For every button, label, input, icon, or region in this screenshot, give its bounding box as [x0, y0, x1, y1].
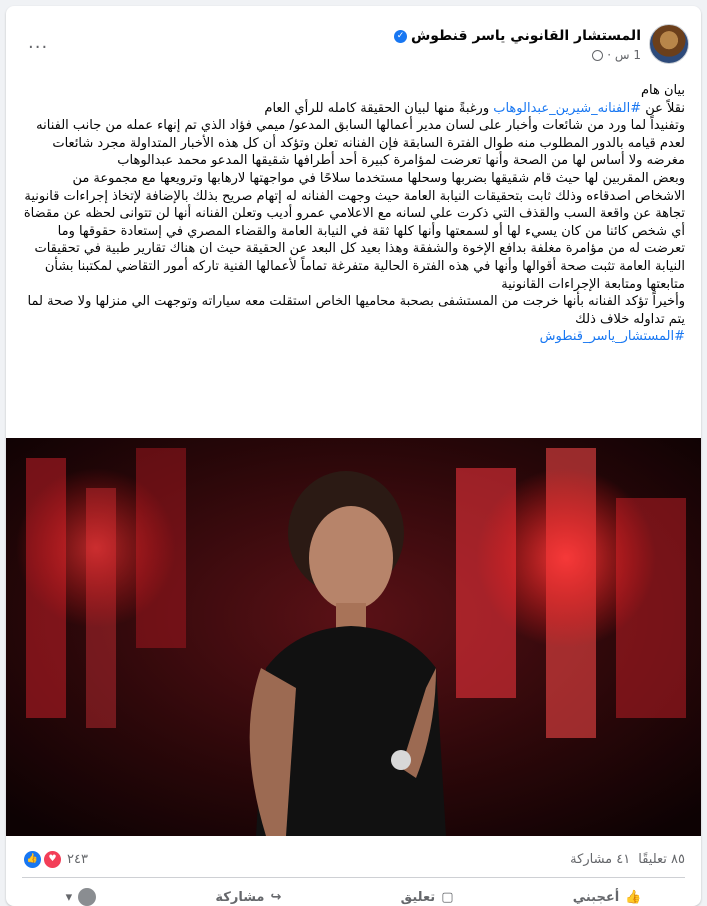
comment-icon: ▢ [441, 889, 454, 905]
post-paragraph: وبعض المقربين لها حيث قام شقيقها بضربها وسحلها مستخدما سلاحًا في مواجهتها لارهابها وترويعها مع مجموعة من الاشخاص اصدقاءه وذلك ثابت بتحقيقات النيابة العامة حيث وجهت الفنانه له إتهام صريح بذلك بالإضافة لإتخاذ إجراءات قانونية تجاهة عن واقعة السب والقذف التي ذكرت علي لسانه مع الاعلامي عمرو أديب وتعلن الفنانه أنها لن تتوانى لحظه عن مقضاة أي شخص كائنا من كان يسيء لها أو لسمعتها وأنها كلها ثقة في النيابة العامة والقضاء المصري في إستعادة حقوقها وما تعرضت له من مؤامرة مغلفة بدافع الإخوة والشفقة وهذا بعيد كل البعد عن الحقيقة حيث ان هناك تقارير طبية في تحقيقات النيابة العامة تثبت صحة أقوالها وأنها في هذه الفترة الحالية متفرغة تماماً لأعمالها الفنية تاركه أمور التقاضي لمكتبنا بشأن متابعتها ومتابعة الإجراءات القانونية [23, 170, 685, 292]
post-title: بيان هام [640, 83, 685, 98]
more-options-button[interactable]: ... [28, 32, 49, 53]
engagement-counts [570, 852, 685, 867]
post-paragraph: وأخيراً تؤكد الفنانه بأنها خرجت من المستشفى بصحبة محاميها الخاص استقلت معه سياراته وتوجهت الي منزلها ولا صحة لما يتم تداوله خلاف ذلك [27, 294, 685, 327]
post-actions [6, 882, 701, 906]
like-icon: 👍 [22, 849, 43, 870]
post-photo[interactable] [6, 438, 701, 836]
author-row [394, 28, 641, 44]
post-time[interactable]: 1 س · [607, 48, 641, 62]
like-button[interactable]: 👍 أعجبني [572, 889, 642, 905]
globe-icon [592, 50, 603, 61]
reactions-summary[interactable] [22, 849, 88, 870]
post-paragraph: وتفنيداً لما ورد من شائعات وأخبار على لسان مدير أعمالها السابق المدعو/ ميمي فؤاد الذي تم إنهاء عمله من جانب الفنانه لعدم قيامه بالدور المطلوب منه طوال الفترة السابقة فإن الفنانه تعلن وتؤكد أن كل هذه الأخبار المتداولة مجرد شائعات مغرضه ولا أساس لها من الصحة وأنها تعرضت لمؤامرة كبيرة أحد أطرافها شقيقها المدعو محمد عبدالوهاب [36, 118, 685, 169]
author-avatar[interactable] [649, 24, 689, 64]
post-text [6, 70, 701, 412]
reactions-count: ٢٤٣ [67, 851, 88, 867]
hashtag-link[interactable]: #المستشار_ياسر_قنطوش [539, 329, 685, 345]
author-name[interactable]: المستشار القانوني ياسر قنطوش [410, 28, 641, 44]
comments-count[interactable]: ٨٥ تعليقًا [638, 851, 685, 867]
post-stats [6, 844, 701, 874]
divider [22, 877, 685, 878]
share-button[interactable]: ↪ مشاركة [215, 889, 282, 905]
like-icon: 👍 [625, 889, 642, 905]
shares-count[interactable]: ٤١ مشاركة [570, 851, 631, 867]
post-header [6, 6, 701, 70]
share-icon: ↪ [270, 889, 282, 905]
love-icon: ♥ [42, 849, 63, 870]
concert-photo [6, 438, 701, 836]
chevron-down-icon: ▾ [65, 889, 73, 905]
react-as-button[interactable] [66, 888, 97, 906]
post-paragraph [22, 328, 685, 346]
hashtag-link[interactable]: #الفنانه_شيرين_عبدالوهاب [493, 100, 642, 116]
post-paragraph: نقلاً عن #الفنانه_شيرين_عبدالوهاب ورغبةً منها لبيان الحقيقة كامله للرأي العام [264, 100, 685, 116]
verified-badge-icon: ✓ [394, 30, 407, 43]
comment-button[interactable]: ▢ تعليق [400, 889, 454, 905]
post-card [6, 6, 701, 906]
avatar [78, 888, 96, 906]
post-meta [592, 48, 641, 62]
